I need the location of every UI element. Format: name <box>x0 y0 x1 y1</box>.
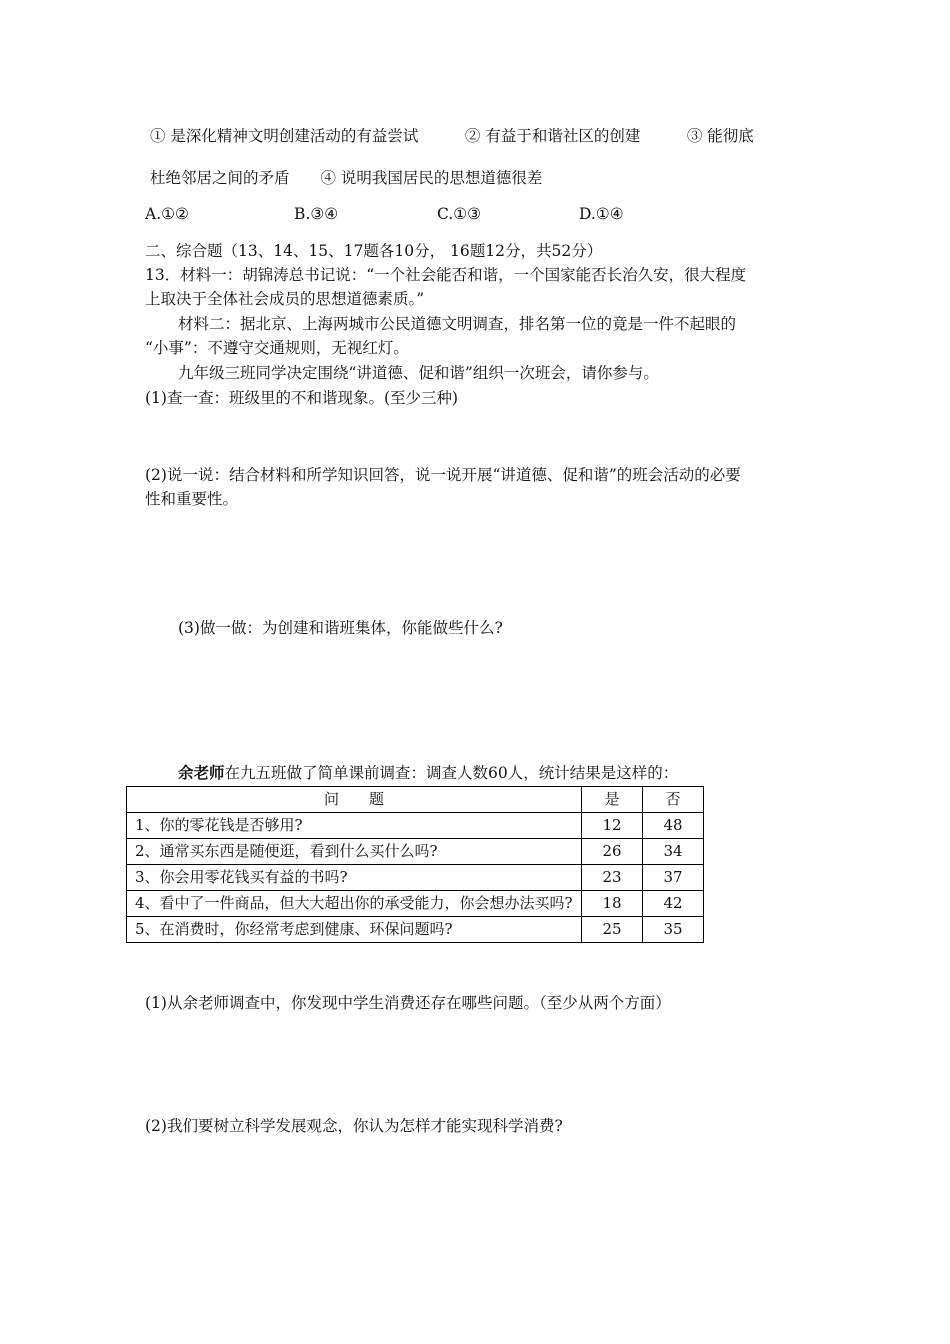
teacher-name: 余老师 <box>178 763 225 782</box>
row-no: 48 <box>643 813 704 839</box>
table-header-row <box>127 787 704 813</box>
header-no: 否 <box>643 787 704 813</box>
sub-question-3: (3)做一做：为创建和谐班集体，你能做些什么? <box>178 619 503 637</box>
row-no: 42 <box>643 891 704 917</box>
row-yes: 26 <box>582 839 643 865</box>
row-question: 3、你会用零花钱买有益的书吗? <box>127 865 582 891</box>
survey-sub-question-1: (1)从余老师调查中，你发现中学生消费还存在哪些问题。（至少从两个方面） <box>145 994 671 1012</box>
material-1-line-2: 上取决于全体社会成员的思想道德素质。” <box>145 290 425 308</box>
survey-intro <box>178 762 678 784</box>
table-row <box>127 917 704 943</box>
survey-intro-text: 在九五班做了简单课前调查：调查人数60人，统计结果是这样的： <box>224 764 679 782</box>
table-row <box>127 891 704 917</box>
row-yes: 23 <box>582 865 643 891</box>
class-meeting-intro: 九年级三班同学决定围绕“讲道德、促和谐”组织一次班会，请你参与。 <box>178 364 659 382</box>
sub-question-1: (1)查一查：班级里的不和谐现象。(至少三种) <box>145 389 459 407</box>
survey-table <box>126 786 704 943</box>
row-question: 4、看中了一件商品，但大大超出你的承受能力，你会想办法买吗? <box>127 891 582 917</box>
row-yes: 25 <box>582 917 643 943</box>
option-d: D.①④ <box>579 205 624 223</box>
sub-question-2-line-2: 性和重要性。 <box>145 490 239 508</box>
table-row <box>127 813 704 839</box>
row-yes: 18 <box>582 891 643 917</box>
header-question: 问 题 <box>127 787 582 813</box>
option-b: B.③④ <box>294 205 339 223</box>
option-c: C.①③ <box>437 205 482 223</box>
survey-sub-question-2: (2)我们要树立科学发展观念，你认为怎样才能实现科学消费? <box>145 1117 563 1135</box>
option-a: A.①② <box>145 205 189 223</box>
row-question: 2、通常买东西是随便逛，看到什么买什么吗? <box>127 839 582 865</box>
material-2-line-1: 材料二：据北京、上海两城市公民道德文明调查，排名第一位的竟是一件不起眼的 <box>178 315 737 333</box>
sub-question-2-line-1: (2)说一说：结合材料和所学知识回答，说一说开展“讲道德、促和谐”的班会活动的必要 <box>145 466 741 484</box>
material-1-line-1: 13．材料一：胡锦涛总书记说：“一个社会能否和谐，一个国家能否长治久安，很大程度 <box>145 266 747 284</box>
choice-statement-line-2: 杜绝邻居之间的矛盾 ④ 说明我国居民的思想道德很差 <box>150 169 543 187</box>
row-no: 37 <box>643 865 704 891</box>
row-yes: 12 <box>582 813 643 839</box>
table-row <box>127 839 704 865</box>
row-no: 34 <box>643 839 704 865</box>
header-yes: 是 <box>582 787 643 813</box>
section-heading: 二、综合题（13、14、15、17题各10分， 16题12分，共52分） <box>145 242 603 260</box>
table-row <box>127 865 704 891</box>
row-no: 35 <box>643 917 704 943</box>
material-2-line-2: “小事”：不遵守交通规则，无视红灯。 <box>145 339 409 357</box>
choice-statement-line-1: ① 是深化精神文明创建活动的有益尝试 ② 有益于和谐社区的创建 ③ 能彻底 <box>150 127 754 145</box>
row-question: 5、在消费时，你经常考虑到健康、环保问题吗? <box>127 917 582 943</box>
row-question: 1、你的零花钱是否够用? <box>127 813 582 839</box>
